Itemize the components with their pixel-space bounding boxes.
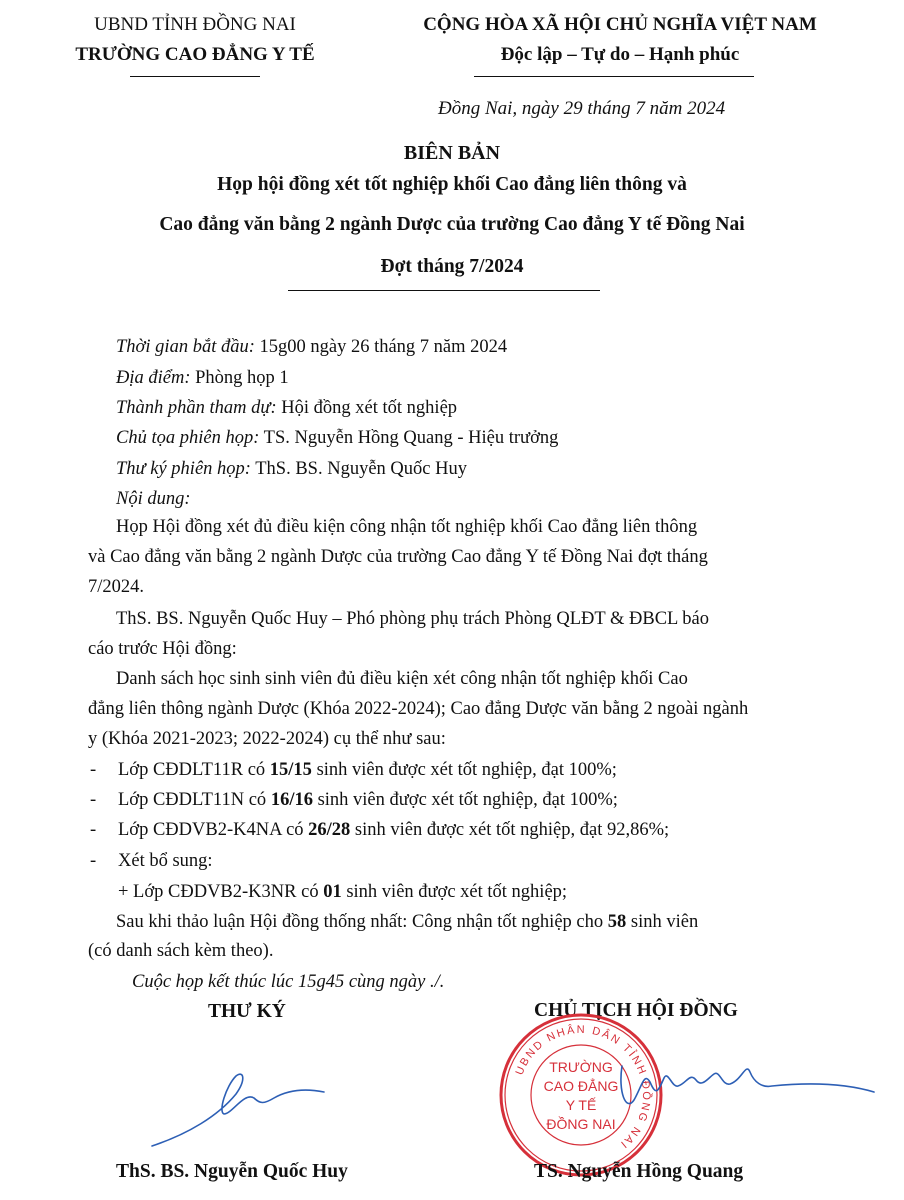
- conclusion-line1: [116, 912, 698, 933]
- para1-line1: Họp Hội đồng xét đủ điều kiện công nhận tốt nghiệp khối Cao đẳng liên thông: [116, 517, 698, 537]
- list-item-1-post: sinh viên được xét tốt nghiệp, đạt 100%;: [311, 760, 617, 780]
- list-extra-pre: + Lớp CĐDVB2-K3NR có: [118, 882, 324, 902]
- meta-chair-value: TS. Nguyễn Hồng Quang - Hiệu trưởng: [259, 428, 559, 448]
- meta-attendees: [116, 398, 457, 419]
- list-item-2: [118, 790, 618, 811]
- list-dash: -: [90, 760, 97, 780]
- meta-place: [116, 368, 289, 389]
- meta-chair: [116, 428, 558, 449]
- meta-attendees-value: Hội đồng xét tốt nghiệp: [276, 398, 458, 418]
- header-right-line1: CỘNG HÒA XÃ HỘI CHỦ NGHĨA VIỆT NAM: [423, 14, 817, 35]
- meta-content-label: Nội dung:: [116, 489, 191, 509]
- conclusion-pre: Sau khi thảo luận Hội đồng thống nhất: Công nhận tốt nghiệp cho: [116, 912, 608, 932]
- conclusion-post: sinh viên: [626, 912, 699, 932]
- left-signature-name: ThS. BS. Nguyễn Quốc Huy: [116, 1161, 348, 1182]
- list-item-3: [118, 820, 669, 841]
- seal-line3: Y TẾ: [565, 1097, 597, 1113]
- para3-line2: đẳng liên thông ngành Dược (Khóa 2022-2024); Cao đẳng Dược văn bằng 2 ngoài ngành: [88, 699, 749, 719]
- list-item-2-post: sinh viên được xét tốt nghiệp, đạt 100%;: [312, 790, 618, 810]
- doc-title: BIÊN BẢN: [403, 142, 501, 164]
- para1-line2: và Cao đẳng văn bằng 2 ngành Dược của trường Cao đẳng Y tế Đồng Nai đợt tháng: [88, 547, 708, 567]
- doc-subtitle-1: Họp hội đồng xét tốt nghiệp khối Cao đẳng liên thông và: [217, 174, 687, 195]
- meta-time: [116, 337, 507, 358]
- left-signature-title: THƯ KÝ: [208, 1001, 286, 1022]
- seal-line4: ĐỒNG NAI: [546, 1116, 616, 1132]
- meta-place-value: Phòng họp 1: [190, 368, 289, 388]
- conclusion-num: 58: [607, 912, 627, 932]
- end-line: Cuộc họp kết thúc lúc 15g45 cùng ngày ./.: [132, 972, 445, 992]
- list-extra-num: 01: [323, 882, 342, 902]
- secretary-signature: [148, 1064, 328, 1154]
- header-left-line1: UBND TỈNH ĐỒNG NAI: [94, 14, 296, 35]
- header-right-underline: [474, 76, 754, 77]
- header-left-underline: [130, 76, 260, 77]
- meta-place-label: Địa điểm:: [116, 368, 191, 388]
- seal-line2: CAO ĐẲNG: [543, 1078, 619, 1094]
- date-line: Đồng Nai, ngày 29 tháng 7 năm 2024: [438, 98, 726, 119]
- meta-secretary-value: ThS. BS. Nguyễn Quốc Huy: [250, 459, 467, 479]
- meta-time-value: 15g00 ngày 26 tháng 7 năm 2024: [254, 337, 508, 357]
- title-underline: [288, 290, 600, 291]
- para3-line1: Danh sách học sinh sinh viên đủ điều kiện xét công nhận tốt nghiệp khối Cao: [116, 669, 688, 689]
- list-dash: -: [90, 820, 97, 840]
- list-item-3-pre: Lớp CĐDVB2-K4NA có: [118, 820, 309, 840]
- para2-line2: cáo trước Hội đồng:: [88, 639, 237, 659]
- list-item-4: Xét bổ sung:: [118, 851, 213, 871]
- right-signature-title: CHỦ TỊCH HỘI ĐỒNG: [534, 1000, 738, 1021]
- list-item-1-num: 15/15: [269, 760, 312, 780]
- para2-line1: ThS. BS. Nguyễn Quốc Huy – Phó phòng phụ trách Phòng QLĐT & ĐBCL báo: [116, 609, 710, 629]
- para1-line3: 7/2024.: [88, 577, 145, 597]
- seal-ring-text: UBND NHÂN DÂN TỈNH ĐỒNG NAI: [513, 1023, 653, 1152]
- meta-secretary: [116, 459, 467, 480]
- right-signature-name: TS. Nguyễn Hồng Quang: [534, 1161, 744, 1182]
- list-dash: -: [90, 851, 97, 871]
- meta-chair-label: Chủ tọa phiên họp:: [116, 428, 260, 448]
- list-item-2-pre: Lớp CĐDLT11N có: [118, 790, 271, 810]
- doc-subtitle-2: Cao đẳng văn bằng 2 ngành Dược của trường Cao đẳng Y tế Đồng Nai: [159, 214, 745, 235]
- list-item-3-num: 26/28: [308, 820, 351, 840]
- meta-attendees-label: Thành phần tham dự:: [116, 398, 277, 418]
- conclusion-line2: (có danh sách kèm theo).: [88, 941, 274, 961]
- header-left-line2: TRƯỜNG CAO ĐẲNG Y TẾ: [75, 44, 315, 65]
- list-item-1-pre: Lớp CĐDLT11R có: [118, 760, 270, 780]
- list-item-2-num: 16/16: [270, 790, 313, 810]
- list-extra-post: sinh viên được xét tốt nghiệp;: [341, 882, 568, 902]
- list-item-1: [118, 760, 617, 781]
- list-extra-item: [118, 882, 567, 903]
- para3-line3: y (Khóa 2021-2023; 2022-2024) cụ thể như sau:: [88, 729, 446, 749]
- meta-time-label: Thời gian bắt đầu:: [116, 337, 255, 357]
- seal-line1: TRƯỜNG: [549, 1059, 613, 1075]
- list-item-3-post: sinh viên được xét tốt nghiệp, đạt 92,86%;: [350, 820, 670, 840]
- list-dash: -: [90, 790, 97, 810]
- chairman-signature: [612, 1052, 882, 1122]
- doc-subtitle-3: Đợt tháng 7/2024: [380, 256, 524, 277]
- header-right-line2: Độc lập – Tự do – Hạnh phúc: [500, 44, 740, 65]
- meta-secretary-label: Thư ký phiên họp:: [116, 459, 251, 479]
